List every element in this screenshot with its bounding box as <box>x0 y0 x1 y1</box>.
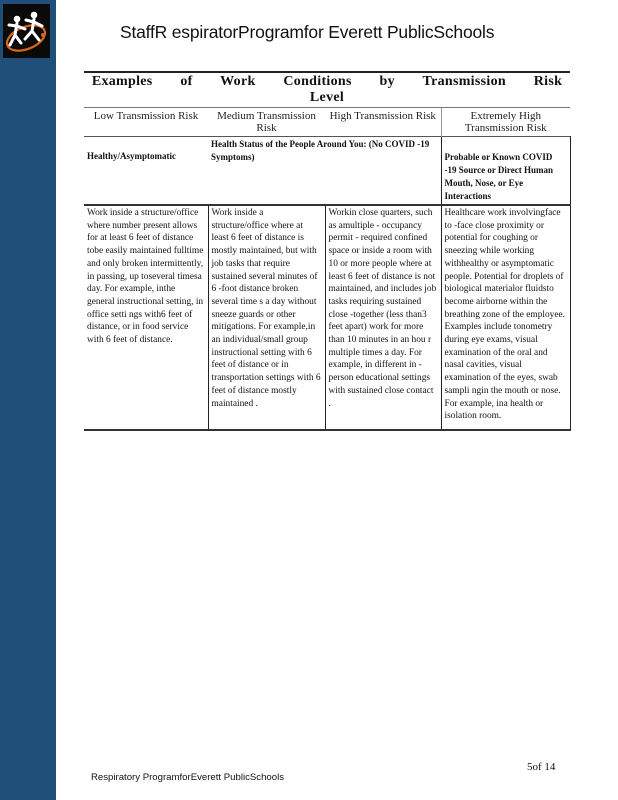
people-running-logo-icon <box>3 4 50 58</box>
row-medium: Work inside a structure/office where at least 6 feet of distance is mostly maintained, but with job tasks that require sustained several minutes of 6 -foot distance broken several time s a day without sneeze guards or other mitigations. For example,in an individual/small group instructional setting with 6 feet of distance or in transportation settings with 6 feet of distance mostly maintained . <box>208 205 325 430</box>
level-low: Low Transmission Risk <box>93 110 199 122</box>
desc-extremely-high: Probable or Known COVID -19 Source or Direct Human Mouth, Nose, or Eye Interactions <box>441 137 570 206</box>
level-medium: Medium Transmission Risk <box>217 110 316 134</box>
table-title: Examples of Work Conditions by Transmission Risk Level <box>84 72 570 108</box>
level-high: High Transmission Risk <box>329 110 436 122</box>
page-number: 5of 14 <box>527 761 556 773</box>
row-low: Work inside a structure/office where number present allows for at least 6 feet of distance tobe easily maintained fulltime and only broken intermittently, in passing, up toseveral timesa day. For example, inthe general instructional setting, in office setti ngs with6 feet of distance, or in food service with 6 feet of distance. <box>84 205 208 430</box>
footer-text: Respiratory ProgramforEverett PublicSchools <box>91 772 285 783</box>
row-high: Workin close quarters, such as amultiple - occupancy permit - required confined space or inside a room with 10 or more people where at least 6 feet of distance is not maintained, and includes job tasks requiring sustained close -together (less than3 feet apart) work for more than 10 minutes in an hou r multiple times a day. For example, in different in -person educational settings with sustained close contact . <box>325 205 441 430</box>
left-sidebar-band <box>0 0 56 800</box>
level-extremely-high: Extremely High Transmission Risk <box>441 108 570 137</box>
row-extremely-high: Healthcare work involvingface to -face close proximity or potential for coughing or sneezing while working withhealthy or asymptomatic people. Potential for droplets of biological materialor fluidsto become airborne within the breathing zone of the employee. Examples include tonometry during eye exams, visual examination of the oral and nasal cavities, visual examination of the eyes, swab sampli ngin the mouth or nose. For example, ina health or isolation room. <box>441 205 570 430</box>
desc-low: Healthy/Asymptomatic <box>84 137 208 206</box>
document-title: StaffR espiratorProgramfor Everett PublicSchools <box>120 22 495 42</box>
transmission-risk-table <box>84 71 570 431</box>
desc-medium-high: Health Status of the People Around You: (No COVID -19 Symptoms) <box>208 137 441 206</box>
